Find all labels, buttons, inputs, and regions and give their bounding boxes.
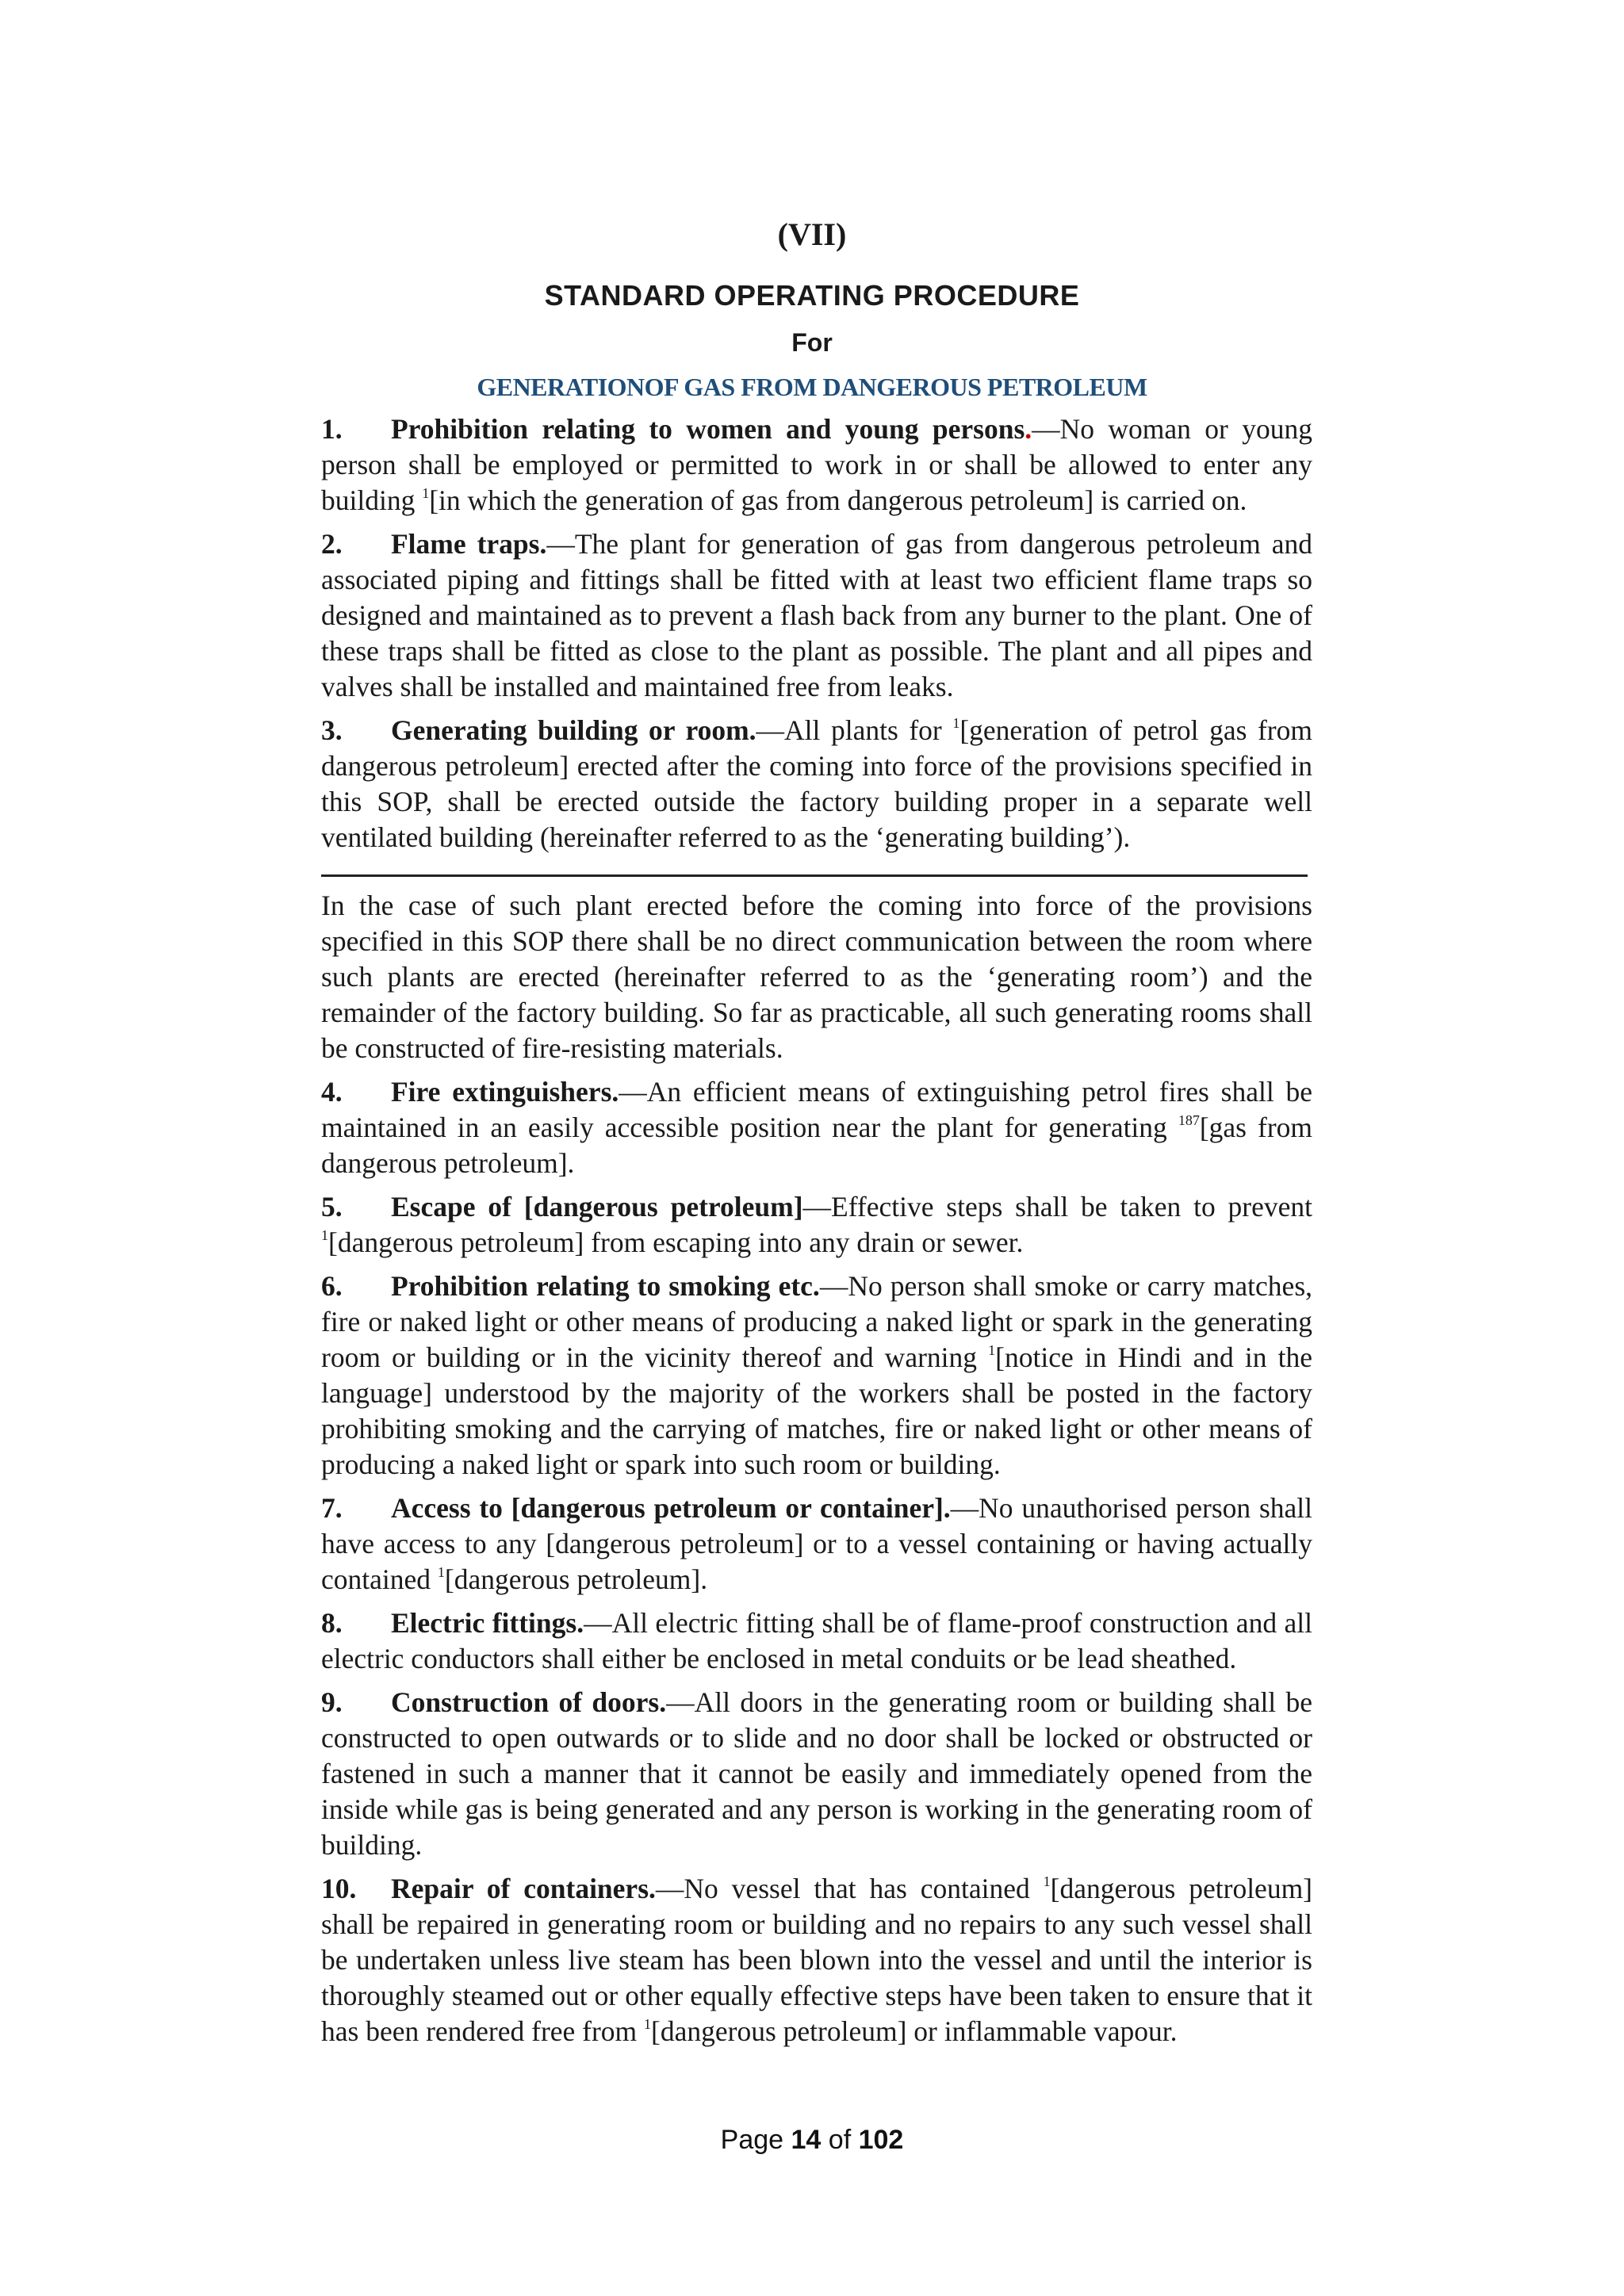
page-total: 102 [858,2125,904,2155]
section-title-dot: . [1025,413,1032,445]
section-text: [dangerous petroleum] shall be repaired in generating room or building and no repairs to any such vessel shall be undertaken unless live steam has been blown into the vessel and until the interior is thoroughly steamed out or other equally effective steps have been taken to ensure that it has been rendered free from [321,1873,1312,2047]
page-footer [0,2125,1624,2156]
section-number: 10. [321,1873,357,1904]
section-text: —An efficient means of extinguishing petrol fires shall be maintained in an easily accessible position near the plant for generating [321,1076,1312,1143]
footnote-ref: 1 [437,1564,445,1580]
section-text: [in which the generation of gas from dangerous petroleum] is carried on. [429,484,1247,516]
section-title: Electric fittings. [391,1607,584,1639]
section-title: Access to [dangerous petroleum or container]. [391,1492,951,1524]
section-text: [dangerous petroleum]. [444,1563,708,1595]
section-title: Construction of doors. [391,1686,667,1718]
section-text: —All doors in the generating room or building shall be constructed to open outwards or to slide and no door shall be locked or obstructed or fastened in such a manner that it cannot be easily and immediately opened from the inside while gas is being generated and any person is working in the generating room of building. [321,1686,1313,1861]
section-text: —No vessel that has contained [655,1873,1044,1904]
section-9 [321,1685,1312,1863]
footnote-ref: 1 [422,485,430,501]
section-number: 1. [321,413,343,445]
section-text: [generation of petrol gas from dangerous petroleum] erected after the coming into force of the provisions specified in this SOP, shall be erected outside the factory building proper in a separate well ventilated building (hereinafter referred to as the ‘generating building’). [321,714,1312,853]
section-7 [321,1490,1312,1598]
section-text: [notice in Hindi and in the language] understood by the majority of the workers shall be posted in the factory prohibiting smoking and the carrying of matches, fire or naked light or other means of producing a naked light or spark into such room or building. [321,1341,1313,1480]
section-title: Flame traps. [391,528,547,560]
chapter-numeral: (VII) [777,216,847,252]
page-subtitle: GENERATIONOF GAS FROM DANGEROUS PETROLEUM [477,373,1147,401]
section-10 [321,1871,1312,2049]
of-word: of [828,2125,852,2155]
footnote-ref: 1 [644,2016,652,2032]
footnote-ref: 1 [952,715,960,731]
footnote-ref: 1 [321,1227,328,1243]
footnote-ref: 1 [988,1342,996,1358]
section-text: —The plant for generation of gas from dangerous petroleum and associated piping and fittings shall be fitted with at least two efficient flame traps so designed and maintained as to prevent a flash back from any burner to the plant. One of these traps shall be fitted as close to the plant as possible. The plant and all pipes and valves shall be installed and maintained free from leaks. [321,528,1313,702]
section-3-continuation: In the case of such plant erected before the coming into force of the provisions specified in this SOP there shall be no direct communication between the room where such plants are erected (hereinafter referred to as the ‘generating room’) and the remainder of the factory building. So far as practicable, all such generating rooms shall be constructed of fire-resisting materials. [321,890,1312,1064]
section-title: Repair of containers. [391,1873,656,1904]
section-8 [321,1605,1312,1677]
section-title: Prohibition relating to smoking etc. [391,1270,820,1302]
horizontal-rule [321,874,1308,877]
section-5 [321,1189,1312,1261]
section-text: —No person shall smoke or carry matches, fire or naked light or other means of producing a naked light or spark in the generating room or building or in the vicinity thereof and warning [321,1270,1313,1373]
footnote-ref: 1 [1043,1873,1051,1889]
section-number: 9. [321,1686,343,1718]
section-title: Fire extinguishers. [391,1076,619,1108]
section-title: Generating building or room. [391,714,756,746]
section-number: 5. [321,1191,343,1223]
section-number: 3. [321,714,343,746]
section-number: 7. [321,1492,343,1524]
page-word: Page [720,2125,784,2155]
title-for: For [791,328,833,357]
section-title: Escape of [dangerous petroleum] [391,1191,803,1223]
section-text: [gas from dangerous petroleum]. [321,1112,1312,1179]
footnote-ref: 187 [1178,1112,1200,1128]
document-body [321,411,1312,2057]
section-text: —All plants for [756,714,953,746]
section-title: Prohibition relating to women and young persons [391,413,1025,445]
section-6 [321,1269,1312,1483]
page-number: 14 [791,2125,822,2155]
section-text: —Effective steps shall be taken to prevent [802,1191,1312,1223]
section-text: —No unauthorised person shall have access to any [dangerous petroleum] or to a vessel containing or having actually contained [321,1492,1312,1595]
section-text: —No woman or young person shall be employed or permitted to work in or shall be allowed to enter any building [321,413,1312,516]
section-4 [321,1074,1312,1181]
section-1 [321,411,1312,519]
section-text: [dangerous petroleum] from escaping into any drain or sewer. [328,1226,1024,1258]
section-number: 4. [321,1076,343,1108]
section-2 [321,526,1312,705]
section-3 [321,713,1312,855]
page-title: STANDARD OPERATING PROCEDURE [544,279,1080,312]
section-text: —All electric fitting shall be of flame-proof construction and all electric conductors shall either be enclosed in metal conduits or be lead sheathed. [321,1607,1312,1674]
section-number: 8. [321,1607,343,1639]
section-number: 2. [321,528,343,560]
section-number: 6. [321,1270,343,1302]
section-text: [dangerous petroleum] or inflammable vapour. [651,2015,1178,2047]
